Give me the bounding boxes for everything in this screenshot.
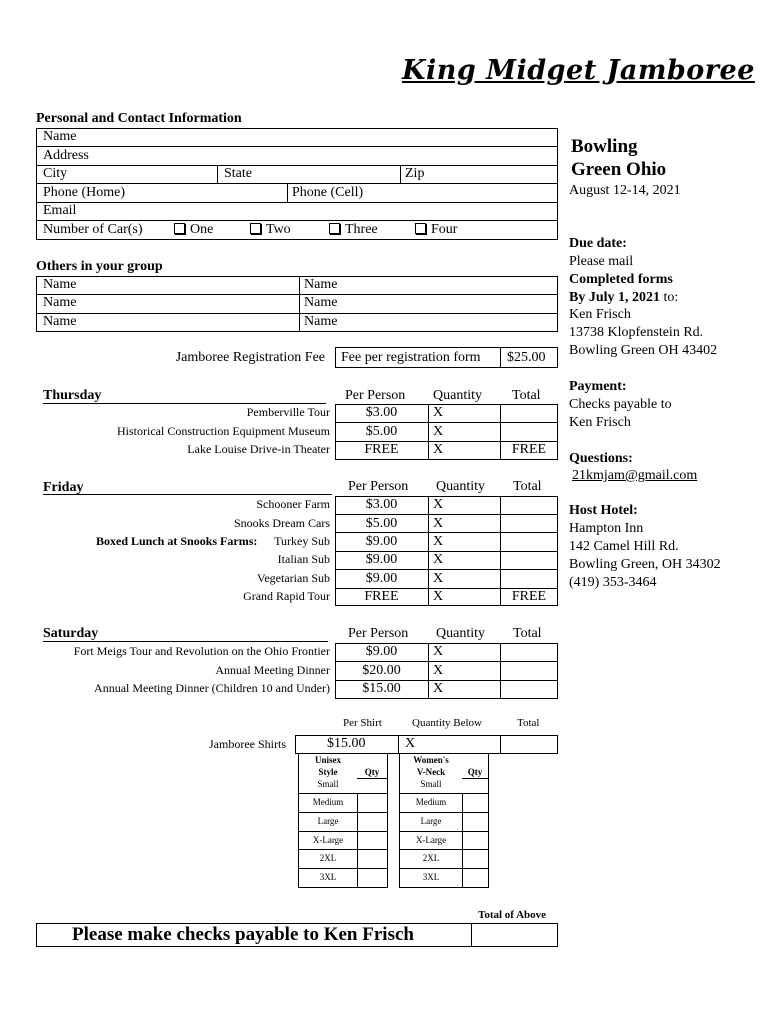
- thursday-item-3: Lake Louise Drive-in Theater: [187, 442, 330, 456]
- womens-size-2xl: 2XL: [422, 853, 440, 863]
- checkbox-icon[interactable]: [415, 223, 426, 234]
- unisex-size-3xl: 3XL: [319, 872, 337, 882]
- col-total-sat: Total: [513, 626, 542, 641]
- womens-qty-header: Qty: [467, 767, 483, 777]
- group-heading: Others in your group: [36, 259, 163, 274]
- registration-price: $25.00: [507, 350, 546, 365]
- car-option-four[interactable]: Four: [415, 222, 457, 238]
- unisex-size-large: Large: [317, 816, 339, 826]
- saturday-qty-3[interactable]: X: [433, 681, 444, 696]
- mail-name: Ken Frisch: [569, 307, 631, 322]
- hotel-phone: (419) 353-3464: [569, 575, 657, 590]
- thursday-item-2: Historical Construction Equipment Museum: [117, 424, 330, 438]
- womens-size-xlarge: X-Large: [415, 835, 447, 845]
- friday-item-6: Grand Rapid Tour: [243, 589, 330, 603]
- due-line-2: Completed forms: [569, 272, 673, 287]
- location-line-2: Green Ohio: [571, 159, 667, 180]
- name-field[interactable]: Name: [43, 129, 77, 144]
- checkbox-icon[interactable]: [250, 223, 261, 234]
- thursday-price-1: $3.00: [365, 405, 398, 420]
- hotel-heading: Host Hotel:: [569, 503, 638, 518]
- saturday-price-1: $9.00: [365, 644, 398, 659]
- col-total-fri: Total: [513, 479, 542, 494]
- payment-line-1: Checks payable to: [569, 397, 672, 412]
- friday-qty-1[interactable]: X: [433, 497, 444, 512]
- location-line-1: Bowling: [571, 136, 638, 157]
- unisex-size-xlarge: X-Large: [312, 835, 344, 845]
- zip-field[interactable]: Zip: [405, 166, 425, 181]
- col-quantity-sat: Quantity: [436, 626, 485, 641]
- thursday-qty-1[interactable]: X: [433, 405, 444, 420]
- friday-item-1: Schooner Farm: [256, 497, 330, 511]
- friday-price-4: $9.00: [365, 552, 398, 567]
- group-name-5[interactable]: Name: [304, 295, 338, 310]
- unisex-qty-header: Qty: [364, 767, 380, 777]
- registration-desc: Fee per registration form: [341, 350, 481, 365]
- group-name-1[interactable]: Name: [43, 277, 77, 292]
- friday-price-2: $5.00: [365, 516, 398, 531]
- due-heading: Due date:: [569, 236, 627, 251]
- checks-banner: Please make checks payable to Ken Frisch: [72, 924, 414, 945]
- due-to: to:: [660, 290, 679, 305]
- friday-item-3: Turkey Sub: [274, 534, 330, 548]
- shirts-label: Jamboree Shirts: [209, 737, 286, 751]
- group-name-3[interactable]: Name: [43, 314, 77, 329]
- group-form: [36, 276, 558, 332]
- friday-price-6: FREE: [364, 589, 399, 604]
- car-option-two[interactable]: Two: [250, 222, 291, 238]
- payment-heading: Payment:: [569, 379, 627, 394]
- address-field[interactable]: Address: [43, 148, 89, 163]
- car-option-one[interactable]: One: [174, 222, 213, 238]
- shirts-per-shirt-header: Per Shirt: [343, 717, 382, 729]
- thursday-price-2: $5.00: [365, 424, 398, 439]
- womens-size-large: Large: [420, 816, 442, 826]
- shirts-qty-header: Quantity Below: [412, 717, 482, 729]
- womens-header-1: Women's: [413, 755, 449, 765]
- col-per-person-sat: Per Person: [348, 626, 409, 641]
- friday-qty-6[interactable]: X: [433, 589, 444, 604]
- saturday-item-1: Fort Meigs Tour and Revolution on the Ohio Frontier: [73, 644, 330, 658]
- saturday-item-3: Annual Meeting Dinner (Children 10 and Under): [94, 681, 330, 695]
- friday-item-2: Snooks Dream Cars: [234, 516, 330, 530]
- personal-heading: Personal and Contact Information: [36, 111, 242, 126]
- thursday-item-1: Pemberville Tour: [246, 405, 330, 419]
- cars-label: Number of Car(s): [43, 222, 143, 237]
- col-per-person-fri: Per Person: [348, 479, 409, 494]
- phone-home-field[interactable]: Phone (Home): [43, 185, 126, 200]
- mail-city: Bowling Green OH 43402: [569, 343, 718, 358]
- unisex-size-medium: Medium: [312, 797, 344, 807]
- checkbox-icon[interactable]: [174, 223, 185, 234]
- total-of-above-label: Total of Above: [478, 909, 547, 921]
- hotel-street: 142 Camel Hill Rd.: [569, 539, 679, 554]
- friday-price-5: $9.00: [365, 571, 398, 586]
- friday-qty-2[interactable]: X: [433, 516, 444, 531]
- hotel-name: Hampton Inn: [569, 521, 644, 536]
- payment-line-2: Ken Frisch: [569, 415, 631, 430]
- unisex-header-2: Style: [318, 767, 338, 777]
- city-field[interactable]: City: [43, 166, 68, 181]
- shirts-qty[interactable]: X: [405, 736, 416, 751]
- unisex-size-2xl: 2XL: [319, 853, 337, 863]
- thursday-heading: Thursday: [43, 388, 102, 403]
- saturday-heading: Saturday: [43, 626, 99, 641]
- group-name-2[interactable]: Name: [43, 295, 77, 310]
- questions-heading: Questions:: [569, 451, 633, 466]
- unisex-size-small: Small: [317, 779, 339, 789]
- thursday-total-3[interactable]: FREE: [511, 442, 547, 457]
- col-quantity: Quantity: [433, 388, 482, 403]
- thursday-price-3: FREE: [364, 442, 399, 457]
- group-name-6[interactable]: Name: [304, 314, 338, 329]
- due-line-1: Please mail: [569, 254, 634, 269]
- due-date: By July 1, 2021: [569, 290, 661, 305]
- event-dates: August 12-14, 2021: [569, 183, 681, 198]
- lunch-label: Boxed Lunch at Snooks Farms:: [96, 534, 258, 548]
- friday-qty-4[interactable]: X: [433, 552, 444, 567]
- friday-price-3: $9.00: [365, 534, 398, 549]
- friday-heading: Friday: [43, 480, 84, 495]
- friday-qty-3[interactable]: X: [433, 534, 444, 549]
- hotel-city: Bowling Green, OH 34302: [569, 557, 721, 572]
- shirts-total-header: Total: [517, 717, 540, 729]
- friday-qty-5[interactable]: X: [433, 571, 444, 586]
- saturday-item-2: Annual Meeting Dinner: [215, 663, 330, 677]
- col-quantity-fri: Quantity: [436, 479, 485, 494]
- checkbox-icon[interactable]: [329, 223, 340, 234]
- col-total: Total: [512, 388, 541, 403]
- due-line-3: [569, 290, 678, 306]
- womens-size-small: Small: [420, 779, 442, 789]
- phone-cell-field[interactable]: Phone (Cell): [292, 185, 364, 200]
- friday-total-6[interactable]: FREE: [511, 589, 547, 604]
- registration-label: Jamboree Registration Fee: [175, 350, 325, 365]
- contact-email-link[interactable]: 21kmjam@gmail.com: [572, 468, 698, 483]
- email-field[interactable]: Email: [43, 203, 77, 218]
- friday-lunch-label: [96, 534, 257, 549]
- friday-item-4: Italian Sub: [277, 552, 330, 566]
- grand-total-field[interactable]: [472, 924, 557, 946]
- saturday-price-3: $15.00: [362, 681, 401, 696]
- page-title: King Midget Jamboree: [402, 55, 755, 86]
- friday-price-1: $3.00: [365, 497, 398, 512]
- womens-size-3xl: 3XL: [422, 872, 440, 882]
- state-field[interactable]: State: [224, 166, 252, 181]
- saturday-qty-1[interactable]: X: [433, 644, 444, 659]
- saturday-price-2: $20.00: [362, 663, 401, 678]
- mail-street: 13738 Klopfenstein Rd.: [569, 325, 704, 340]
- unisex-header-1: Unisex: [314, 755, 341, 765]
- womens-header-2: V-Neck: [416, 767, 446, 777]
- friday-item-5: Vegetarian Sub: [257, 571, 330, 585]
- thursday-qty-3[interactable]: X: [433, 442, 444, 457]
- thursday-qty-2[interactable]: X: [433, 424, 444, 439]
- group-name-4[interactable]: Name: [304, 277, 338, 292]
- shirts-price: $15.00: [327, 736, 366, 751]
- saturday-qty-2[interactable]: X: [433, 663, 444, 678]
- car-option-three[interactable]: Three: [329, 222, 378, 238]
- womens-size-medium: Medium: [415, 797, 447, 807]
- col-per-person: Per Person: [345, 388, 406, 403]
